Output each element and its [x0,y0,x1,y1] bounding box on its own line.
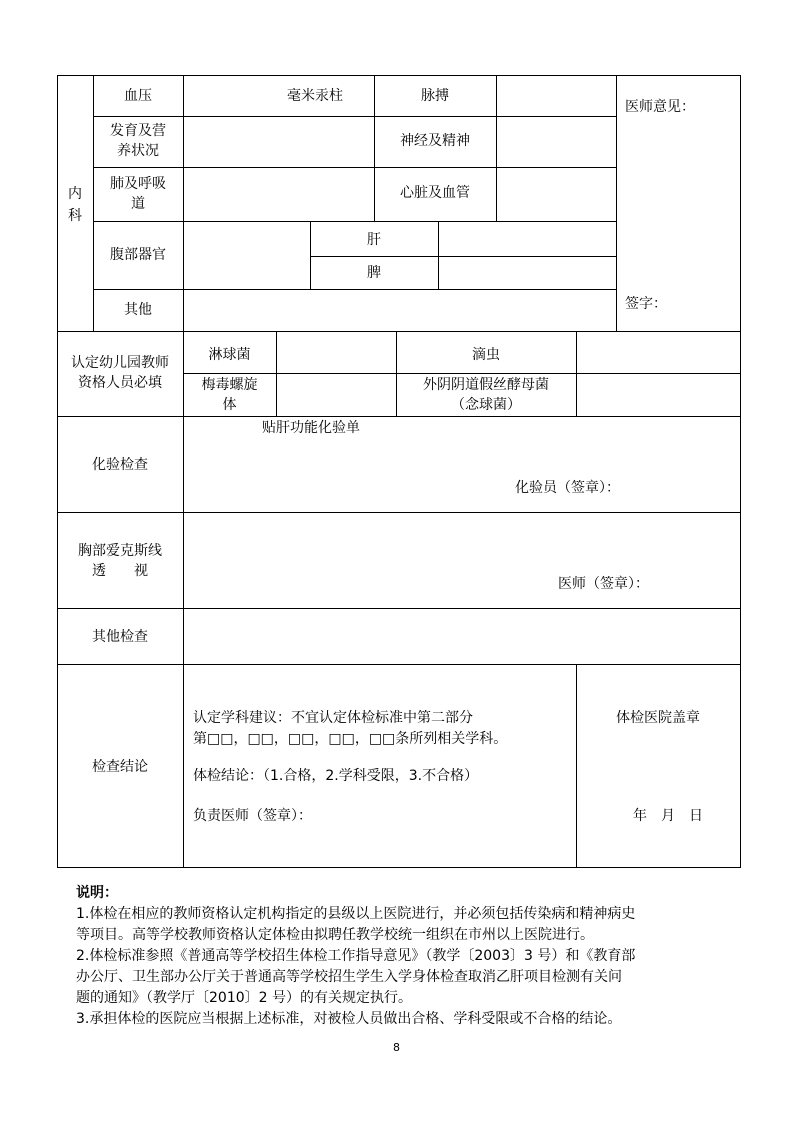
notes-line: 等项目。高等学校教师资格认定体检由拟聘任教学校统一组织在市州以上医院进行。 [76,927,594,943]
rule [57,331,740,332]
rule [438,221,439,289]
notes-section [76,883,746,1030]
pulse-label: 脉搏 [421,88,449,104]
other-exam-label: 其他检查 [92,629,148,645]
blood-pressure-label: 血压 [124,88,152,104]
spleen-label: 脾 [367,265,381,281]
rule [57,867,740,868]
rule [93,289,616,290]
rule [93,221,616,222]
lab-attach-note: 贴肝功能化验单 [262,420,360,436]
lung-line1: 肺及呼吸 [110,176,166,192]
development-label [93,121,183,161]
neuro-label: 神经及精神 [400,133,470,149]
rule [93,116,616,117]
rule [57,512,740,513]
rule [93,167,616,168]
candida-line1: 外阴阴道假丝酵母菌 [423,377,549,393]
gonococcus-label: 淋球菌 [208,347,251,363]
heart-label: 心脏及血管 [400,185,470,201]
internal-medicine-label [57,183,93,227]
kindergarten-line2: 资格人员必填 [78,375,162,391]
syphilis-line2: 体 [222,397,237,413]
lab-label: 化验检查 [92,457,148,473]
rule [310,256,616,257]
xray-line1: 胸部爱克斯线 [78,543,162,559]
lab-signer: 化验员（签章）： [515,480,620,496]
notes-line: 2.体检标准参照《普通高等学校招生体检工作指导意见》（教学〔2003〕3 号）和《教育部 [76,948,636,964]
responsible-doctor: 负责医师（签章）： [193,808,312,824]
notes-line: 题的通知》（教学厅〔2010〕2 号）的有关规定执行。 [76,990,412,1006]
rule [57,416,740,417]
lung-line2: 道 [131,196,145,212]
notes-title: 说明： [76,885,118,901]
rule [183,373,740,374]
xray-label [57,541,183,581]
notes-line: 3.承担体检的医院应当根据上述标准，对被检人员做出合格、学科受限或不合格的结论。 [76,1011,622,1027]
rule [183,416,184,867]
rule [183,75,184,331]
conclusion-label: 检查结论 [92,759,148,775]
notes-line: 1.体检在相应的教师资格认定机构指定的县级以上医院进行，并必须包括传染病和精神病史 [76,906,636,922]
kindergarten-label [57,353,183,393]
rule [57,75,740,76]
other-label: 其他 [124,302,152,318]
rule [276,331,277,416]
development-line1: 发育及营 [110,123,166,139]
bp-unit: 毫米汞柱 [287,88,343,104]
development-line2: 养状况 [117,143,159,159]
page-number: 8 [393,1041,400,1054]
notes-line: 办公厅、卫生部办公厅关于普通高等学校招生学生入学身体检查取消乙肝项目检测有关问 [76,969,622,985]
abdomen-label: 腹部器官 [110,247,166,263]
liver-label: 肝 [367,232,381,248]
suggest-line1: 认定学科建议：不宜认定体检标准中第二部分 [193,710,473,726]
rule [496,75,497,221]
rule [57,664,740,665]
rule [576,664,577,867]
rule [740,75,741,868]
conclusion-result: 体检结论：（1.合格，2.学科受限，3.不合格） [193,768,479,784]
doctor-opinion-label: 医师意见： [625,99,695,115]
candida-label [396,375,576,415]
kindergarten-line1: 认定幼儿园教师 [71,355,169,371]
suggest-line2: 第□□，□□，□□，□□，□□条所列相关学科。 [193,731,508,747]
xray-signer: 医师（签章）： [558,576,649,592]
xray-line2: 透 视 [92,563,148,579]
lung-label [93,174,183,214]
section-label-text: 内科 [68,186,82,224]
rule [616,75,617,331]
candida-line2: （念球菌） [451,397,521,413]
signature-label: 签字： [625,296,667,312]
trichomonas-label: 滴虫 [472,347,500,363]
syphilis-line1: 梅毒螺旋 [201,377,258,393]
hospital-stamp: 体检医院盖章 [616,710,700,726]
rule [576,331,577,416]
syphilis-label [183,375,276,415]
rule [57,608,740,609]
date-fields: 年 月 日 [633,808,703,824]
